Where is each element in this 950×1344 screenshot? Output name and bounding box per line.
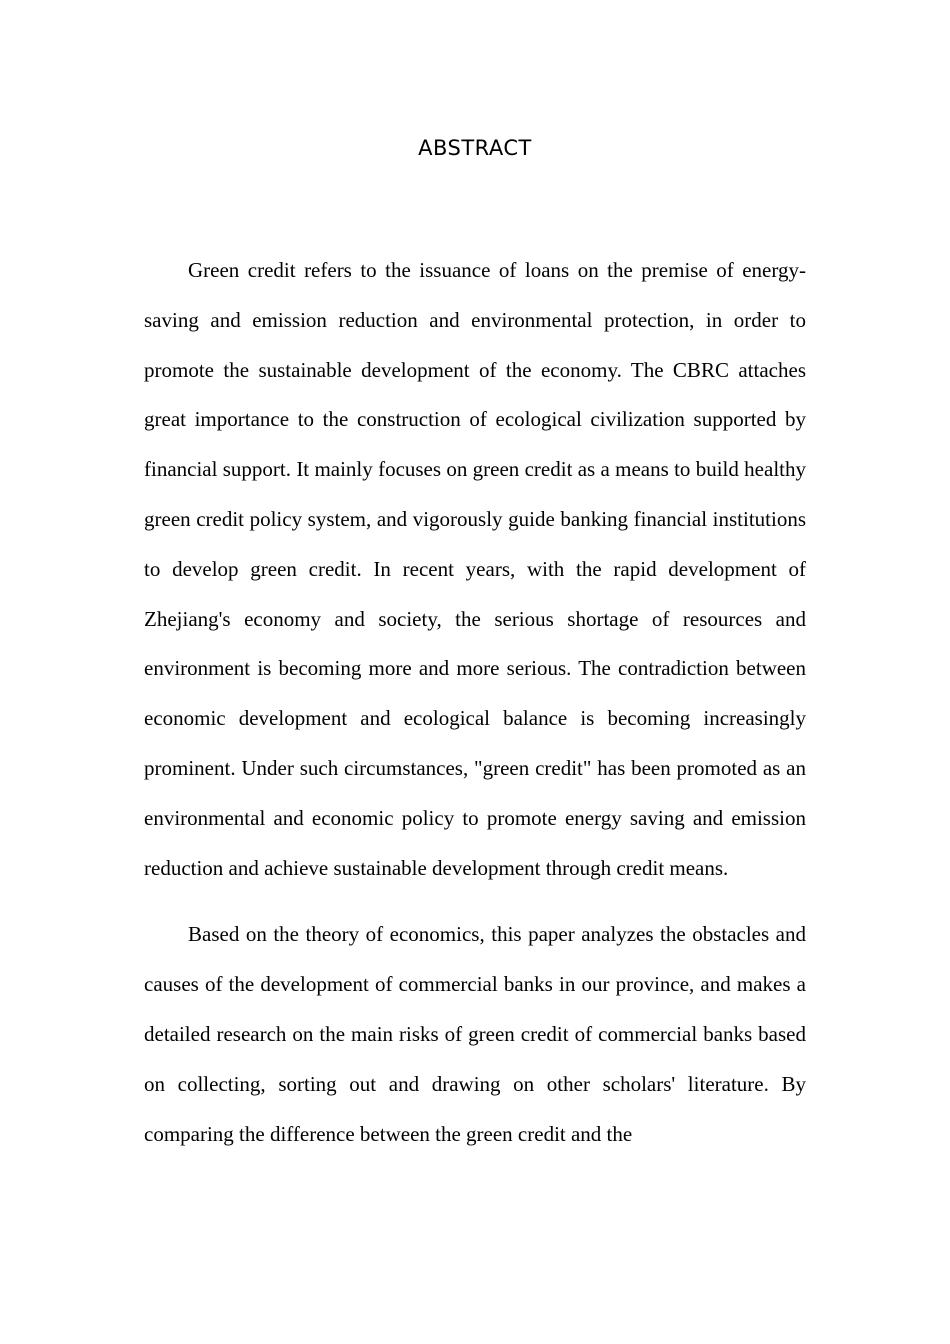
- abstract-paragraph-1: Green credit refers to the issuance of loans on the premise of energy-saving and emission reduction and environmental protection, in order to promote the sustainable development of the economy. The CBRC attaches great importance to the construction of ecological civilization supported by financial support. It mainly focuses on green credit as a means to build healthy green credit policy system, and vigorously guide banking financial institutions to develop green credit. In recent years, with the rapid development of Zhejiang's economy and society, the serious shortage of resources and environment is becoming more and more serious. The contradiction between economic development and ecological balance is becoming increasingly prominent. Under such circumstances, "green credit" has been promoted as an environmental and economic policy to promote energy saving and emission reduction and achieve sustainable development through credit means.: [144, 258, 806, 880]
- abstract-paragraph-2: Based on the theory of economics, this paper analyzes the obstacles and causes of the development of commercial banks in our province, and makes a detailed research on the main risks of green credit of commercial banks based on collecting, sorting out and drawing on other scholars' literature. By comparing the difference between the green credit and the: [144, 922, 806, 1146]
- abstract-heading: ABSTRACT: [418, 136, 532, 160]
- abstract-body: [144, 246, 806, 1176]
